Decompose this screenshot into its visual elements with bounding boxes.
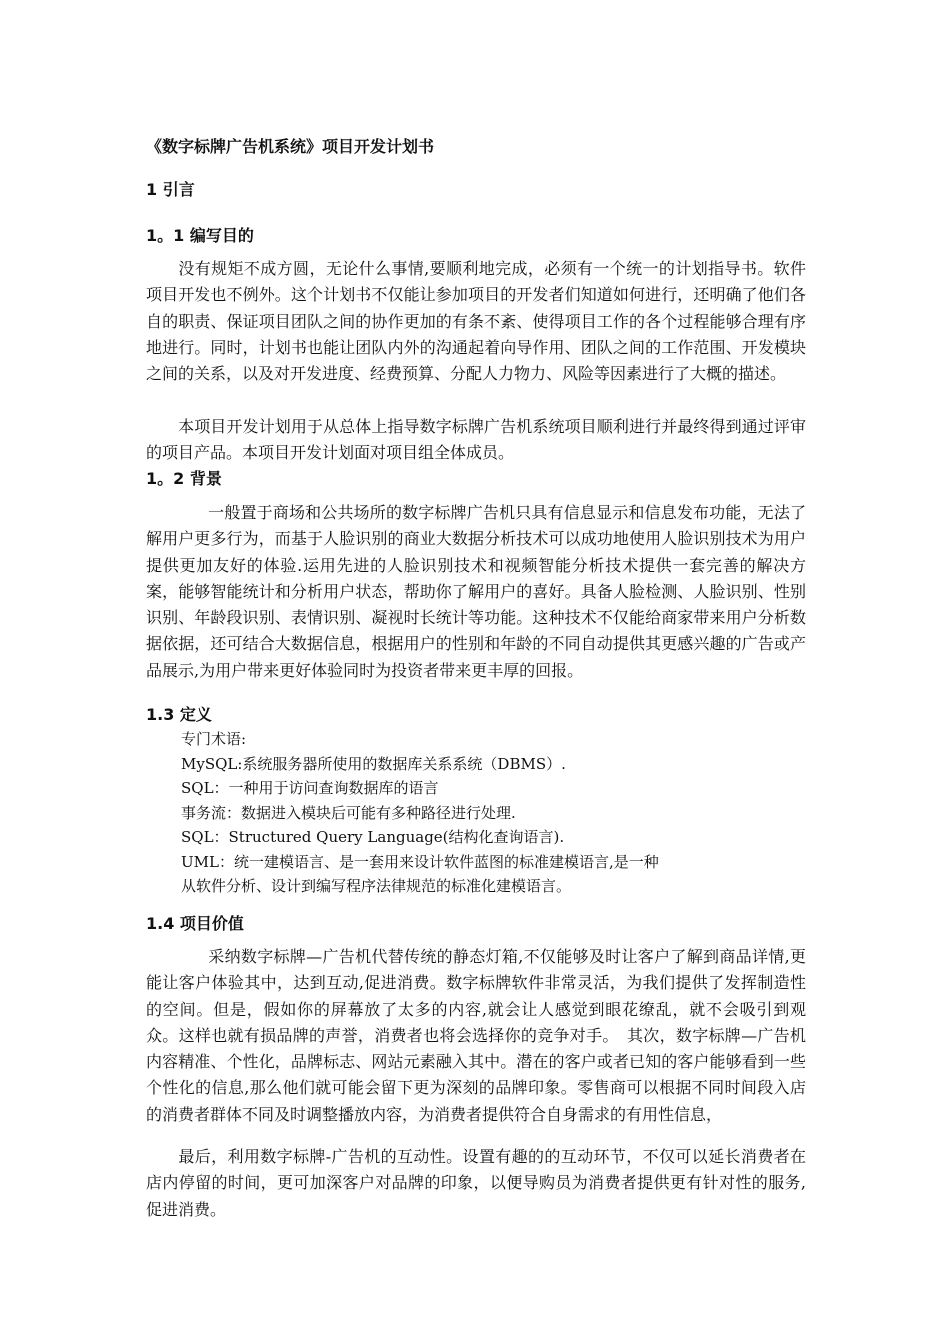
definition-item: 事务流：数据进入模块后可能有多种路径进行处理.	[181, 803, 516, 822]
paragraph-value-1	[146, 944, 806, 1128]
paragraph-value-2	[146, 1144, 806, 1223]
heading-purpose: 1。1 编写目的	[146, 226, 254, 245]
heading-project-value: 1.4 项目价值	[146, 914, 244, 933]
heading-introduction: 1 引言	[146, 180, 195, 199]
definition-item: SQL：一种用于访问查询数据库的语言	[181, 779, 439, 797]
paragraph-purpose-1-text: 没有规矩不成方圆，无论什么事情,要顺利地完成，必须有一个统一的计划指导书。软件项目开发也不例外。这个计划书不仅能让参加项目的开发者们知道如何进行，还明确了他们各自的职责、保证项目团队之间的协作更加的有条不紊、使得项目工作的各个过程能够合理有序地进行。同时，计划书也能让团队内外的沟通起着向导作用、团队之间的工作范围、开发模块之间的关系，以及对开发进度、经费预算、分配人力物力、风险等因素进行了大概的描述。	[146, 259, 806, 384]
paragraph-purpose-1	[146, 256, 806, 387]
document-title: 《数字标牌广告机系统》项目开发计划书	[146, 137, 435, 156]
definition-item: 专门术语:	[181, 730, 247, 748]
paragraph-value-2-text: 最后，利用数字标牌-广告机的互动性。设置有趣的的互动环节，不仅可以延长消费者在店内停留的时间，更可加深客户对品牌的印象，以便导购员为消费者提供更有针对性的服务,促进消费。	[146, 1147, 806, 1219]
paragraph-purpose-2	[146, 414, 806, 467]
heading-definitions: 1.3 定义	[146, 705, 212, 724]
definition-item: MySQL:系统服务器所使用的数据库关系系统（DBMS）.	[181, 754, 566, 773]
definition-item: SQL：Structured Query Language(结构化查询语言).	[181, 828, 565, 846]
paragraph-purpose-2-text: 本项目开发计划用于从总体上指导数字标牌广告机系统项目顺利进行并最终得到通过评审的项目产品。本项目开发计划面对项目组全体成员。	[146, 417, 806, 463]
heading-background: 1。2 背景	[146, 469, 222, 488]
definitions-list	[181, 727, 801, 899]
paragraph-background	[146, 500, 806, 684]
definition-item: 从软件分析、设计到编写程序法律规范的标准化建模语言。	[181, 877, 572, 895]
definition-item: UML：统一建模语言、是一套用来设计软件蓝图的标准建模语言,是一种	[181, 852, 659, 871]
paragraph-value-1-text: 采纳数字标牌—广告机代替传统的静态灯箱,不仅能够及时让客户了解到商品详情,更能让客户体验其中，达到互动,促进消费。数字标牌软件非常灵活，为我们提供了发挥制造性的空间。但是，假如你的屏幕放了太多的内容,就会让人感觉到眼花缭乱，就不会吸引到观众。这样也就有损品牌的声誉，消费者也将会选择你的竞争对手。 其次，数字标牌—广告机内容精准、个性化，品牌标志、网站元素融入其中。潜在的客户或者已知的客户能够看到一些个性化的信息,那么他们就可能会留下更为深刻的品牌印象。零售商可以根据不同时间段入店的消费者群体不同及时调整播放内容，为消费者提供符合自身需求的有用性信息，	[146, 947, 806, 1124]
paragraph-background-text: 一般置于商场和公共场所的数字标牌广告机只具有信息显示和信息发布功能，无法了解用户更多行为，而基于人脸识别的商业大数据分析技术可以成功地使用人脸识别技术为用户提供更加友好的体验.运用先进的人脸识别技术和视频智能分析技术提供一套完善的解决方案，能够智能统计和分析用户状态，帮助你了解用户的喜好。具备人脸检测、人脸识别、性别识别、年龄段识别、表情识别、凝视时长统计等功能。这种技术不仅能给商家带来用户分析数据依据，还可结合大数据信息，根据用户的性别和年龄的不同自动提供其更感兴趣的广告或产品展示,为用户带来更好体验同时为投资者带来更丰厚的回报。	[146, 503, 806, 680]
